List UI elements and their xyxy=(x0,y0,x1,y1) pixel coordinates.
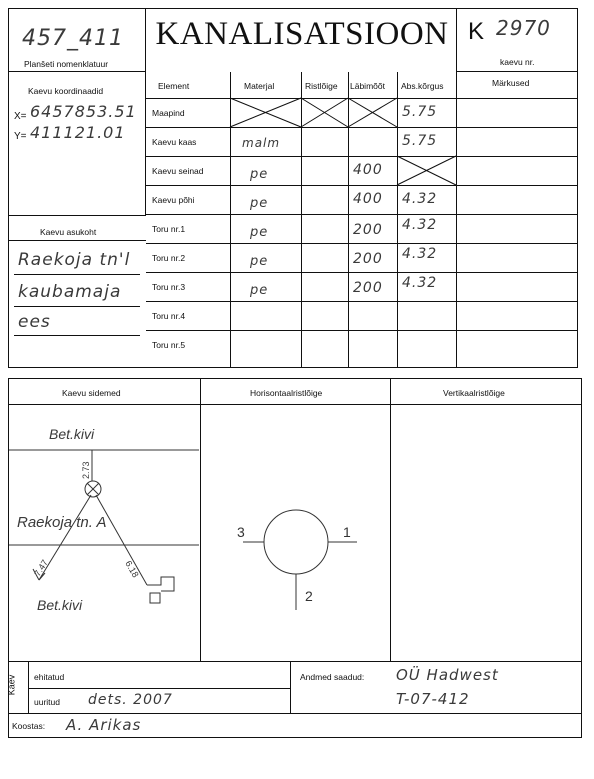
sketch-label-top: Bet.kivi xyxy=(49,426,95,442)
location-line-1: Raekoja tn'l xyxy=(18,250,131,270)
built-label: ehitatud xyxy=(34,672,65,682)
row-element: Toru nr.5 xyxy=(152,340,186,350)
page-title: KANALISATSIOON xyxy=(155,16,449,52)
sheet-code: 457_411 xyxy=(22,26,124,51)
row-material: pe xyxy=(250,225,269,240)
row-element: Toru nr.4 xyxy=(152,311,186,321)
footer-mid-line xyxy=(28,688,290,689)
sketch-title-vertical: Vertikaalristlõige xyxy=(443,388,505,398)
row-diameter: 400 xyxy=(353,162,383,178)
col-header-notes: Märkused xyxy=(492,78,530,88)
row-element: Kaevu seinad xyxy=(152,166,204,176)
sketch-dim-right: 6.18 xyxy=(123,559,141,580)
row-material: pe xyxy=(250,196,269,211)
y-prefix: Y= xyxy=(14,131,27,142)
x-coordinate: 6457853.51 xyxy=(30,102,137,121)
sketch-title-horizontal: Horisontaalristlõige xyxy=(250,388,323,398)
row-material: pe xyxy=(250,167,269,182)
pipe-label-1: 1 xyxy=(343,524,351,540)
sketch-label-bottom: Bet.kivi xyxy=(37,597,83,613)
table-row xyxy=(146,185,578,214)
row-diameter: 200 xyxy=(353,280,383,296)
row-abs: 4.32 xyxy=(402,246,438,262)
surveyed-value: dets. 2007 xyxy=(88,692,173,708)
data-from-value-1: OÜ Hadwest xyxy=(396,666,499,684)
pipe-label-2: 2 xyxy=(305,588,313,604)
row-diameter: 200 xyxy=(353,222,383,238)
location-underline-2 xyxy=(14,306,140,307)
sketch-col-line xyxy=(390,378,391,662)
row-abs: 4.32 xyxy=(402,217,438,233)
col-header-material: Materjal xyxy=(244,81,275,91)
x-prefix: X= xyxy=(14,111,27,122)
sheet-label: Planšeti nomenklatuur xyxy=(24,59,109,69)
row-material: pe xyxy=(250,283,269,298)
data-table xyxy=(146,72,578,368)
table-row xyxy=(146,127,578,156)
row-element: Kaevu põhi xyxy=(152,195,195,205)
table-row xyxy=(146,301,578,330)
row-abs: 5.75 xyxy=(402,133,438,149)
well-number-label: kaevu nr. xyxy=(500,57,535,67)
table-row xyxy=(146,243,578,272)
coords-title: Kaevu koordinaadid xyxy=(28,86,104,96)
col-header-diameter: Läbimõõt xyxy=(350,81,385,91)
col-header-element: Element xyxy=(158,81,190,91)
compiled-value: A. Arikas xyxy=(66,716,142,734)
row-abs: 5.75 xyxy=(402,104,438,120)
well-number: 2970 xyxy=(496,16,551,40)
row-element: Toru nr.1 xyxy=(152,224,186,234)
sketch-dim-left: 7.47 xyxy=(32,557,50,579)
horizontal-section-sketch xyxy=(201,405,390,661)
row-element: Kaevu kaas xyxy=(152,137,197,147)
data-from-value-2: T-07-412 xyxy=(396,690,470,708)
table-row xyxy=(146,330,578,368)
location-title: Kaevu asukoht xyxy=(40,227,97,237)
pipe-label-3: 3 xyxy=(237,524,245,540)
sketch-title-connections: Kaevu sidemed xyxy=(62,388,121,398)
row-element: Maapind xyxy=(152,108,185,118)
k-letter: K xyxy=(468,18,485,45)
location-underline-3 xyxy=(14,335,140,336)
row-material: malm xyxy=(242,136,281,150)
table-row xyxy=(146,214,578,243)
sketch-dim-top: 2.73 xyxy=(81,461,91,479)
row-material: pe xyxy=(250,254,269,269)
col-header-section: Ristlõige xyxy=(305,81,338,91)
location-line-3: ees xyxy=(18,312,51,332)
table-row xyxy=(146,272,578,301)
table-row xyxy=(146,98,578,127)
row-element: Toru nr.3 xyxy=(152,282,186,292)
location-underline-1 xyxy=(14,274,140,275)
y-coordinate: 411121.01 xyxy=(30,123,126,142)
surveyed-label: uuritud xyxy=(34,697,60,707)
row-abs: 4.32 xyxy=(402,191,438,207)
row-element: Toru nr.2 xyxy=(152,253,186,263)
row-diameter: 200 xyxy=(353,251,383,267)
data-from-label: Andmed saadud: xyxy=(300,672,365,682)
connections-sketch xyxy=(9,405,199,661)
location-line-2: kaubamaja xyxy=(18,282,122,302)
kaev-label: Kaev xyxy=(6,674,17,696)
table-row xyxy=(146,156,578,185)
footer-col-line xyxy=(290,662,291,714)
compiled-label: Koostas: xyxy=(12,721,46,731)
sketch-label-street: Raekoja tn. A xyxy=(17,514,107,531)
location-divider xyxy=(8,240,146,241)
col-header-abs: Abs.kõrgus xyxy=(401,81,444,91)
row-diameter: 400 xyxy=(353,191,383,207)
row-abs: 4.32 xyxy=(402,275,438,291)
